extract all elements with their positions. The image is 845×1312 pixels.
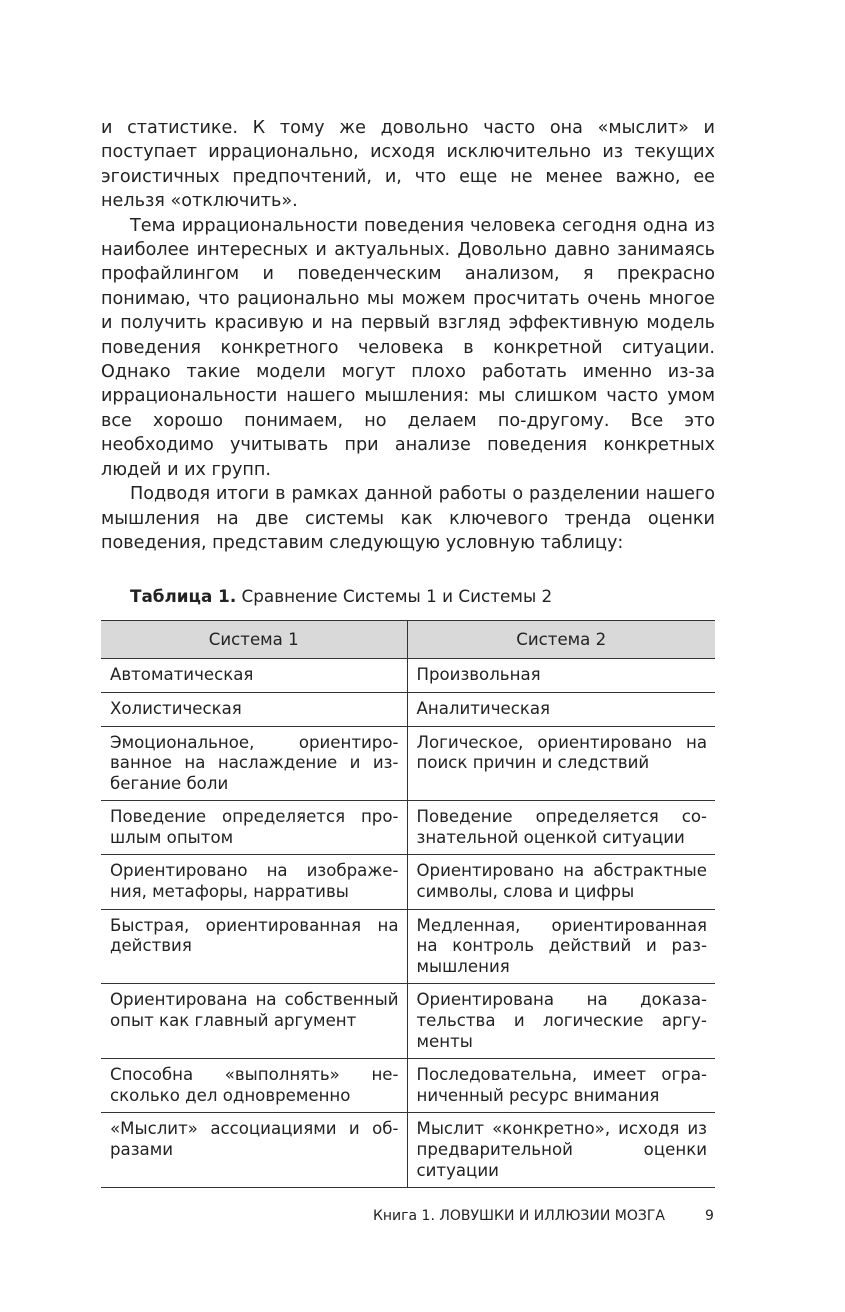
table-caption xyxy=(130,584,715,608)
table-cell: Холистическая xyxy=(101,692,407,726)
table-row xyxy=(101,801,715,855)
table-cell: Быстрая, ориентированная на действия xyxy=(101,909,407,984)
table-caption-text: Сравнение Системы 1 и Системы 2 xyxy=(236,586,553,607)
table-row xyxy=(101,1113,715,1188)
table-row xyxy=(101,984,715,1059)
table-cell: Последовательна, имеет ограниченный ресурс внимания xyxy=(407,1059,715,1113)
table-cell: Ориентировано на абстрактные символы, слова и цифры xyxy=(407,855,715,909)
table-cell: Автоматическая xyxy=(101,659,407,693)
table-row xyxy=(101,726,715,801)
body-paragraph: Подводя итоги в рамках данной работы о разделении нашего мышления на две системы как ключевого тренда оценки поведения, представим следующую условную таблицу: xyxy=(101,484,715,553)
running-title: Книга 1. ЛОВУШКИ И ИЛЛЮЗИИ МОЗГА xyxy=(372,1208,665,1224)
table-cell: Произвольная xyxy=(407,659,715,693)
table-row xyxy=(101,1059,715,1113)
column-header-system-2: Система 2 xyxy=(407,621,715,659)
page-number: 9 xyxy=(705,1208,714,1224)
table-cell: Эмоциональное, ориентированное на наслаждение и избегание боли xyxy=(101,726,407,801)
table-cell: Аналитическая xyxy=(407,692,715,726)
table-cell: Мыслит «конкретно», исходя из предварительной оценки ситуации xyxy=(407,1113,715,1188)
table-row xyxy=(101,692,715,726)
table-row xyxy=(101,659,715,693)
table-cell: Логическое, ориентировано на поиск причин и следствий xyxy=(407,726,715,801)
column-header-system-1: Система 1 xyxy=(101,621,407,659)
comparison-table xyxy=(101,620,715,1188)
table-header-row xyxy=(101,621,715,659)
table-cell: Ориентировано на изображения, метафоры, нарративы xyxy=(101,855,407,909)
table-row xyxy=(101,855,715,909)
page-content xyxy=(101,116,715,1188)
table-cell: Ориентирована на собственный опыт как главный аргумент xyxy=(101,984,407,1059)
table-cell: «Мыслит» ассоциациями и образами xyxy=(101,1113,407,1188)
table-cell: Способна «выполнять» несколько дел одновременно xyxy=(101,1059,407,1113)
body-paragraph: и статистике. К тому же довольно часто она «мыслит» и поступает иррационально, исходя исключительно из текущих эгоистичных предпочтений, и, что еще не менее важно, ее нельзя «отключить». xyxy=(101,118,715,212)
table-cell: Медленная, ориентированная на контроль действий и размышления xyxy=(407,909,715,984)
table-cell: Ориентирована на доказательства и логические аргументы xyxy=(407,984,715,1059)
table-row xyxy=(101,909,715,984)
table-cell: Поведение определяется прошлым опытом xyxy=(101,801,407,855)
body-paragraph: Тема иррациональности поведения человека сегодня одна из наиболее интересных и актуальных. Довольно давно занимаясь профайлингом и поведенческим анализом, я прекрасно понимаю, что рационально мы можем просчитать очень многое и получить красивую и на первый взгляд эффективную модель поведения конкретного человека в конкретной ситуации. Однако такие модели могут плохо работать именно из-за иррациональности нашего мышления: мы слишком часто умом все хорошо понимаем, но делаем по-другому. Все это необходимо учитывать при анализе поведения конкретных людей и их групп. xyxy=(101,215,715,480)
table-cell: Поведение определяется сознательной оценкой ситуации xyxy=(407,801,715,855)
table-caption-label: Таблица 1. xyxy=(130,586,237,607)
